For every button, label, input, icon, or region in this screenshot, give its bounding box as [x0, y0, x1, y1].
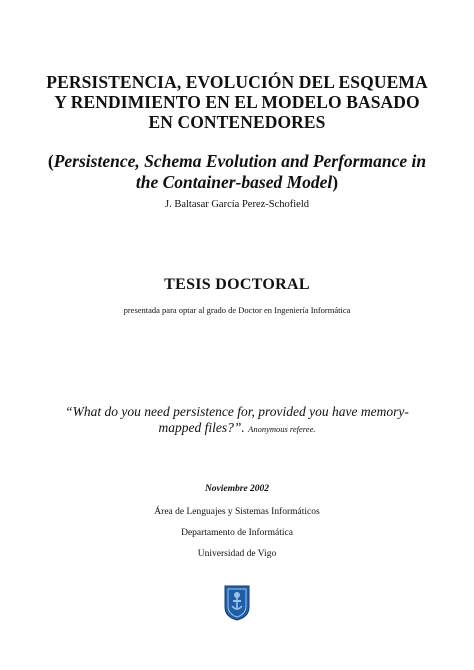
main-title-line-1: PERSISTENCIA, EVOLUCIÓN DEL ESQUEMA — [46, 72, 428, 92]
shield-emblem-top — [234, 592, 240, 598]
epigraph — [50, 404, 424, 437]
shield-emblem-stem — [236, 598, 238, 609]
english-subtitle-line-2 — [0, 172, 474, 193]
main-title-line-2: Y RENDIMIENTO EN EL MODELO BASADO — [54, 92, 420, 112]
author-name: J. Baltasar García Perez-Schofield — [164, 199, 310, 210]
thesis-heading: TESIS DOCTORAL — [164, 276, 310, 293]
english-subtitle-line-1 — [0, 151, 474, 172]
main-title-line-3: EN CONTENEDORES — [148, 112, 326, 132]
subtitle-text-2: the Container-based Model — [135, 172, 333, 192]
epigraph-quote: “What do you need persistence for, provided you have memory-mapped files?”. — [65, 404, 409, 435]
subtitle-text-1: Persistence, Schema Evolution and Performance in — [53, 151, 427, 171]
affiliation-department: Departamento de Informática — [181, 528, 293, 538]
epigraph-attribution: Anonymous referee. — [248, 424, 316, 434]
affiliation-university: Universidad de Vigo — [197, 549, 277, 559]
subtitle-close-paren: ) — [332, 172, 339, 192]
thesis-purpose: presentada para optar al grado de Doctor en Ingeniería Informática — [123, 305, 351, 315]
english-subtitle — [0, 151, 474, 193]
thesis-date: Noviembre 2002 — [204, 484, 270, 494]
subtitle-open-paren: ( — [47, 151, 54, 171]
main-title — [0, 72, 474, 132]
university-shield-icon — [224, 585, 250, 621]
affiliation-area: Área de Lenguajes y Sistemas Informáticos — [154, 507, 320, 517]
